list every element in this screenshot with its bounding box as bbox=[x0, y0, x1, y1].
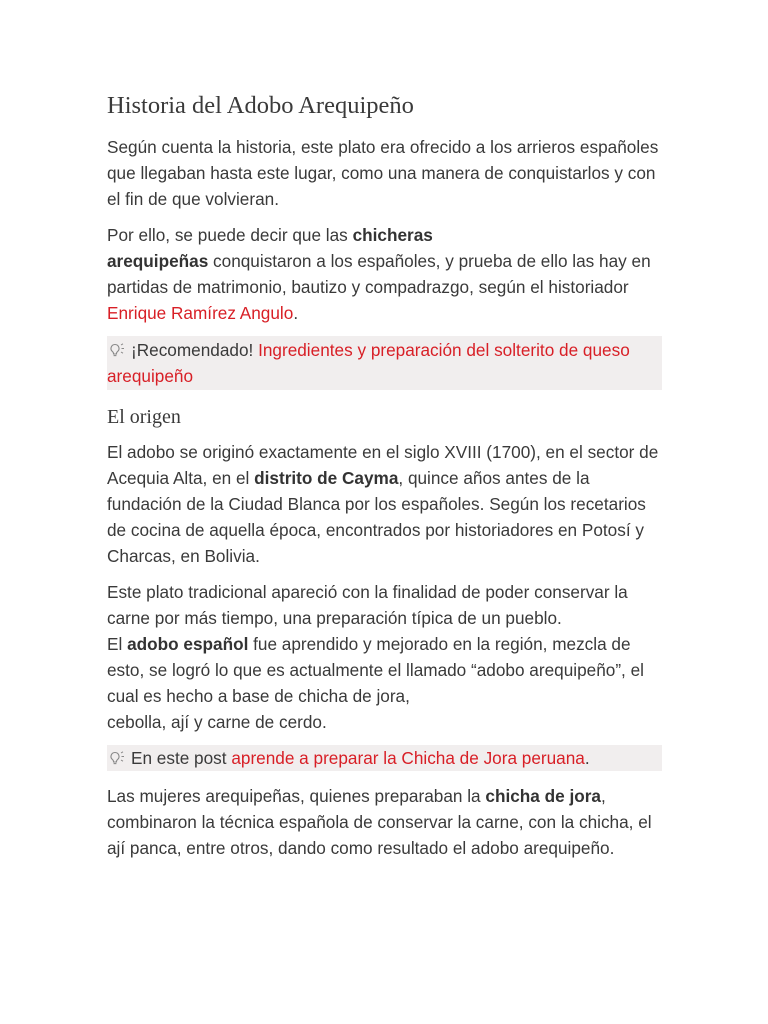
paragraph-chicheras bbox=[107, 222, 663, 326]
bold-chicha-de-jora: chicha de jora bbox=[485, 786, 601, 806]
paragraph-text: El adobo se originó exactamente en el siglo XVIII (1700), en el sector de Acequia Alta, en el bbox=[107, 442, 659, 488]
article-body bbox=[107, 88, 663, 871]
paragraph-text: El bbox=[107, 634, 128, 654]
lightbulb-icon bbox=[107, 339, 127, 355]
chicha-callout bbox=[107, 745, 662, 771]
historian-link[interactable]: Enrique Ramírez Angulo bbox=[107, 303, 294, 323]
lightbulb-icon bbox=[107, 747, 127, 763]
solterito-link[interactable]: Ingredientes y preparación del solterito de queso arequipeño bbox=[107, 340, 630, 386]
paragraph-text: conquistaron a los españoles, y prueba de ello las hay en partidas de matrimonio, bautizo y compadrazgo, según el historiador bbox=[107, 251, 651, 297]
callout-tail: . bbox=[584, 748, 590, 768]
callout-lead: ¡Recomendado! bbox=[131, 340, 259, 360]
paragraph-women bbox=[107, 783, 663, 861]
bold-arequipenas: arequipeñas bbox=[107, 251, 209, 271]
paragraph-text: , quince años antes de la fundación de la Ciudad Blanca por los españoles. Según los recetarios de cocina de aquella época, encontrados por historiadores en Potosí y Charcas, en Bolivia. bbox=[107, 468, 646, 566]
bold-chicheras: chicheras bbox=[352, 225, 433, 245]
recommended-callout bbox=[107, 336, 662, 390]
paragraph-text: fue aprendido y mejorado en la región, mezcla de esto, se logró lo que es actualmente el llamado “adobo arequipeño”, el cual es hecho a base de chicha de jora, bbox=[107, 634, 644, 706]
section-heading-origen: El origen bbox=[107, 406, 181, 428]
chicha-link[interactable]: aprende a preparar la Chicha de Jora peruana bbox=[231, 748, 585, 768]
paragraph-text: Por ello, se puede decir que las bbox=[107, 225, 353, 245]
paragraph-origin bbox=[107, 439, 663, 569]
paragraph-text: , combinaron la técnica española de conservar la carne, con la chicha, el ají panca, entre otros, dando como resultado el adobo arequipeño. bbox=[107, 786, 652, 858]
page-title: Historia del Adobo Arequipeño bbox=[107, 92, 414, 119]
paragraph-text: Este plato tradicional apareció con la finalidad de poder conservar la carne por más tiempo, una preparación típica de un pueblo. bbox=[107, 582, 628, 628]
bold-adobo-espanol: adobo español bbox=[127, 634, 249, 654]
paragraph-tradition bbox=[107, 579, 663, 735]
paragraph-intro: Según cuenta la historia, este plato era ofrecido a los arrieros españoles que llegaban hasta este lugar, como una manera de conquistarlos y con el fin de que volvieran. bbox=[107, 137, 659, 209]
paragraph-text: . bbox=[293, 303, 299, 323]
paragraph-text: Las mujeres arequipeñas, quienes preparaban la bbox=[107, 786, 486, 806]
callout-lead: En este post bbox=[131, 748, 232, 768]
paragraph-text: cebolla, ají y carne de cerdo. bbox=[107, 712, 327, 732]
bold-distrito-cayma: distrito de Cayma bbox=[254, 468, 399, 488]
